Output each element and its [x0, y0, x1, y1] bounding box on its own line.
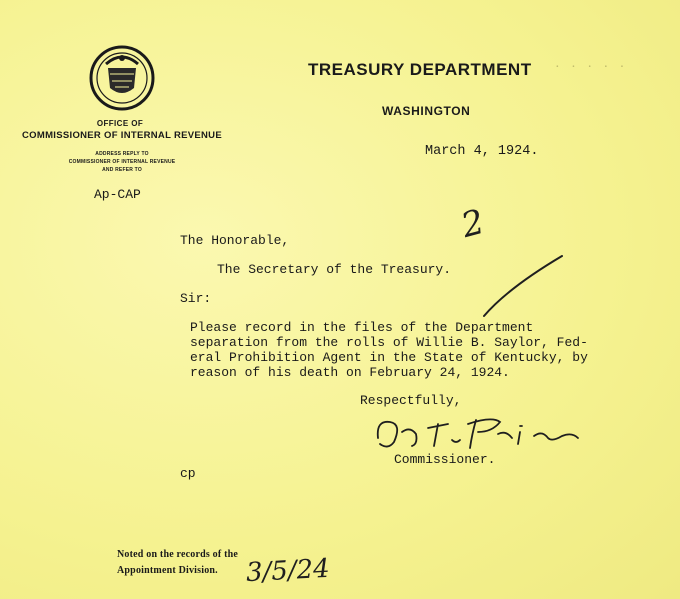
address-reply-line-3: AND REFER TO [102, 167, 142, 173]
recipient-line: The Secretary of the Treasury. [217, 262, 452, 277]
handwritten-date: 3/5/24 [245, 553, 331, 589]
body-line-4: reason of his death on February 24, 1924. [190, 365, 510, 380]
body-line-1: Please record in the files of the Department [190, 320, 534, 335]
stamp-line-1: Noted on the records of the [117, 549, 239, 560]
commissioner-heading: COMMISSIONER OF INTERNAL REVENUE [22, 130, 222, 141]
handwritten-mark: 2 [457, 201, 489, 247]
stamp-line-2: Appointment Division. [117, 565, 218, 576]
reference-code: Ap-CAP [94, 187, 141, 202]
treasury-seal-icon [88, 44, 156, 112]
address-reply-line-1: ADDRESS REPLY TO [95, 151, 149, 157]
body-line-2: separation from the rolls of Willie B. Saylor, Fed- [190, 335, 588, 350]
body-line-3: eral Prohibition Agent in the State of Kentucky, by [190, 350, 588, 365]
office-of-label: OFFICE OF [96, 119, 144, 128]
department-title: TREASURY DEPARTMENT [308, 60, 532, 79]
signer-title: Commissioner. [394, 452, 496, 467]
letter-date: March 4, 1924. [425, 144, 539, 159]
closing: Respectfully, [360, 393, 462, 408]
salutation-sir: Sir: [180, 291, 212, 306]
handwritten-signature [372, 410, 582, 456]
check-mark-stroke [478, 252, 568, 322]
city-heading: WASHINGTON [382, 104, 471, 118]
copy-notation: cp [180, 466, 196, 481]
decorative-dots: · · · · · [555, 60, 629, 75]
address-reply-line-2: COMMISSIONER OF INTERNAL REVENUE [68, 159, 176, 165]
salutation-honorable: The Honorable, [180, 233, 290, 248]
